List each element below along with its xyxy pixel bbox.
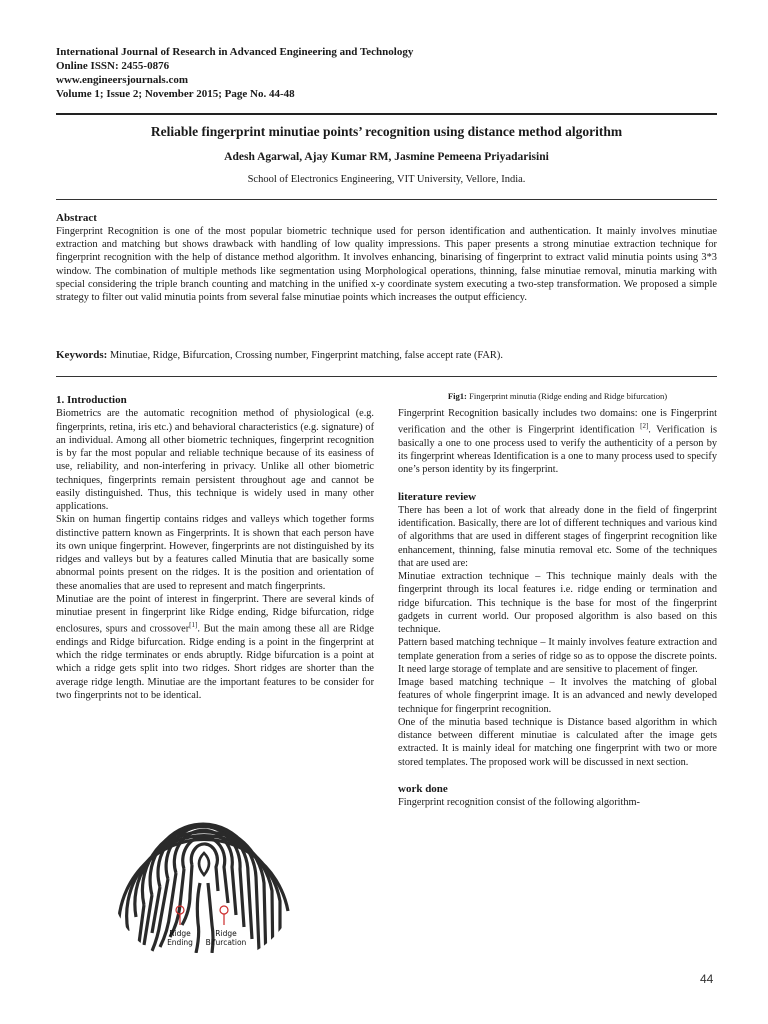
abstract-divider bbox=[56, 376, 717, 377]
literature-paragraph-5: One of the minutia based technique is Distance based algorithm in which distance between different minutiae is calculated after the image gets extracted. It is mainly ideal for matching one fingerprint with two or more stored templates. The proposed work will be discussed in next section. bbox=[398, 716, 717, 768]
introduction-paragraph-3-part-b: . But the main among these all are Ridge endings and Ridge bifurcation. Ridge ending is a point in the fingerprint at which the ridge terminates or ends abruptly. Ridge bifurcation is a point at which a ridge gets split into two ridges. Short ridges are shorter than the average ridge length. Minutiae are the important features to be consider for two fingerprints not to be identical. bbox=[56, 623, 374, 701]
paper-authors: Adesh Agarwal, Ajay Kumar RM, Jasmine Pemeena Priyadarisini bbox=[224, 151, 549, 163]
literature-review-heading: literature review bbox=[398, 490, 477, 503]
literature-paragraph-1: There has been a lot of work that already done in the field of fingerprint identification. Basically, there are lot of different techniques and various kind of algorithms that are used in different stages of fingerprint recognition like enhancement, thinning, false minutia removal etc. Some of the techniques that are used are: bbox=[398, 504, 717, 569]
header-divider bbox=[56, 113, 717, 115]
literature-paragraph-4: Image based matching technique – It involves the matching of global features of whole fingerprint image. It is an advanced and newly developed technique for fingerprint recognition. bbox=[398, 677, 717, 715]
introduction-paragraph-2: Skin on human fingertip contains ridges and valleys which together forms distinctive pattern known as Fingerprints. It is shown that each person have its own unique fingerprint. However, fingerprints are not distinguished by its ridges and valleys but by a features called Minutia that are basically some abnormal points present on the ridges. It is the position and orientation of these anomalies that are used to represent and match fingerprints. bbox=[56, 514, 374, 592]
domains-paragraph bbox=[398, 407, 717, 477]
domains-paragraph-part-b: . Verification is basically a one to one process used to verify the authenticity of a person by its fingerprint whereas Identification is a one to many process used to specify one’s person identity by its fingerprint. bbox=[398, 424, 717, 476]
abstract-text: Fingerprint Recognition is one of the most popular biometric technique used for person identification and authentication. It mainly involves minutiae extraction and matching but shows drawback with handling of low quality impressions. This paper presents a strong minutiae extraction technique for fingerprint recognition with the help of distance method algorithm. It involves enhancing, binarising of fingerprint to extract valid minutia points using 3*3 window. The combination of multiple methods like segmentation using Morphological operations, thinning, false minutiae removal, minutia marking with special considering the triple branch counting and matching in the unified x-y coordinate system executing a two-step transformation. We proposed a simple strategy to filter out valid minutia points from several false minutiae points which increases the output efficiency. bbox=[56, 226, 717, 304]
journal-volume: Volume 1; Issue 2; November 2015; Page No. 44-48 bbox=[56, 88, 295, 100]
citation-ref-1: [1] bbox=[189, 621, 198, 630]
work-done-paragraph: Fingerprint recognition consist of the following algorithm- bbox=[398, 797, 640, 809]
introduction-paragraph-3 bbox=[56, 593, 374, 702]
domains-paragraph-part-a: Fingerprint Recognition basically includes two domains: one is Fingerprint verification and the other is Fingerprint identification bbox=[398, 408, 717, 436]
label-ridge-ending-1: Ridge bbox=[169, 929, 191, 938]
introduction-paragraph-1: Biometrics are the automatic recognition method of physiological (e.g. fingerprints, retina, iris etc.) and behavioral characteristics (e.g. signature) of an individual. Among all other biometric techniques, fingerprint recognition is by far the most popular and reliable technique because of its easiness of use, reliability, and non-interfering in privacy. Unlike all other biometric techniques, fingerprints remain persistent throughout age and cannot be easily distinguished. Thus, this technique is widely used in many other applications. bbox=[56, 408, 374, 512]
figure-caption-text: Fingerprint minutia (Ridge ending and Ridge bifurcation) bbox=[469, 391, 668, 401]
right-column bbox=[398, 407, 717, 809]
title-divider bbox=[56, 199, 717, 200]
label-ridge-bifurcation-1: Ridge bbox=[215, 929, 237, 938]
journal-header bbox=[56, 45, 716, 101]
fingerprint-image bbox=[108, 813, 300, 953]
abstract-heading: Abstract bbox=[56, 212, 97, 224]
journal-website: www.engineersjournals.com bbox=[56, 74, 188, 86]
keywords-label: Keywords: bbox=[56, 349, 108, 361]
journal-issn: Online ISSN: 2455-0876 bbox=[56, 60, 170, 72]
left-column bbox=[56, 394, 374, 702]
paper-title: Reliable fingerprint minutiae points’ recognition using distance method algorithm bbox=[150, 124, 623, 139]
label-ridge-bifurcation-2: Bifurcation bbox=[205, 938, 247, 947]
journal-name: International Journal of Research in Advanced Engineering and Technology bbox=[56, 46, 414, 58]
introduction-paragraph-3-part-a: Minutiae are the point of interest in fingerprint. There are several kinds of minutiae present in fingerprint like Ridge ending, Ridge bifurcation, ridge enclosures, spurs and crossover bbox=[56, 593, 374, 635]
paper-affiliation: School of Electronics Engineering, VIT University, Vellore, India. bbox=[247, 174, 526, 185]
page-number: 44 bbox=[700, 972, 714, 986]
literature-paragraph-3: Pattern based matching technique – It mainly involves feature extraction and template generation from a series of ridge so as to oppose the discrete points. It need large storage of template and are sensitive to placement of finger. bbox=[398, 637, 717, 675]
literature-paragraph-2: Minutiae extraction technique – This technique mainly deals with the fingerprint through its local features i.e. ridge ending or termination and ridge bifurcation. This technique is the base for most of the fingerprint gadgets in current world. Our proposed algorithm is also based on this technique. bbox=[398, 571, 717, 636]
figure-caption bbox=[398, 391, 717, 402]
keywords-text: Minutiae, Ridge, Bifurcation, Crossing number, Fingerprint matching, false accept rate (FAR). bbox=[109, 350, 503, 361]
keywords bbox=[56, 349, 717, 362]
citation-ref-2: [2] bbox=[640, 422, 649, 431]
figure-caption-label: Fig1: bbox=[447, 391, 467, 401]
work-done-heading: work done bbox=[398, 782, 448, 795]
label-ridge-ending-2: Ending bbox=[167, 938, 193, 947]
introduction-heading: 1. Introduction bbox=[56, 394, 127, 406]
